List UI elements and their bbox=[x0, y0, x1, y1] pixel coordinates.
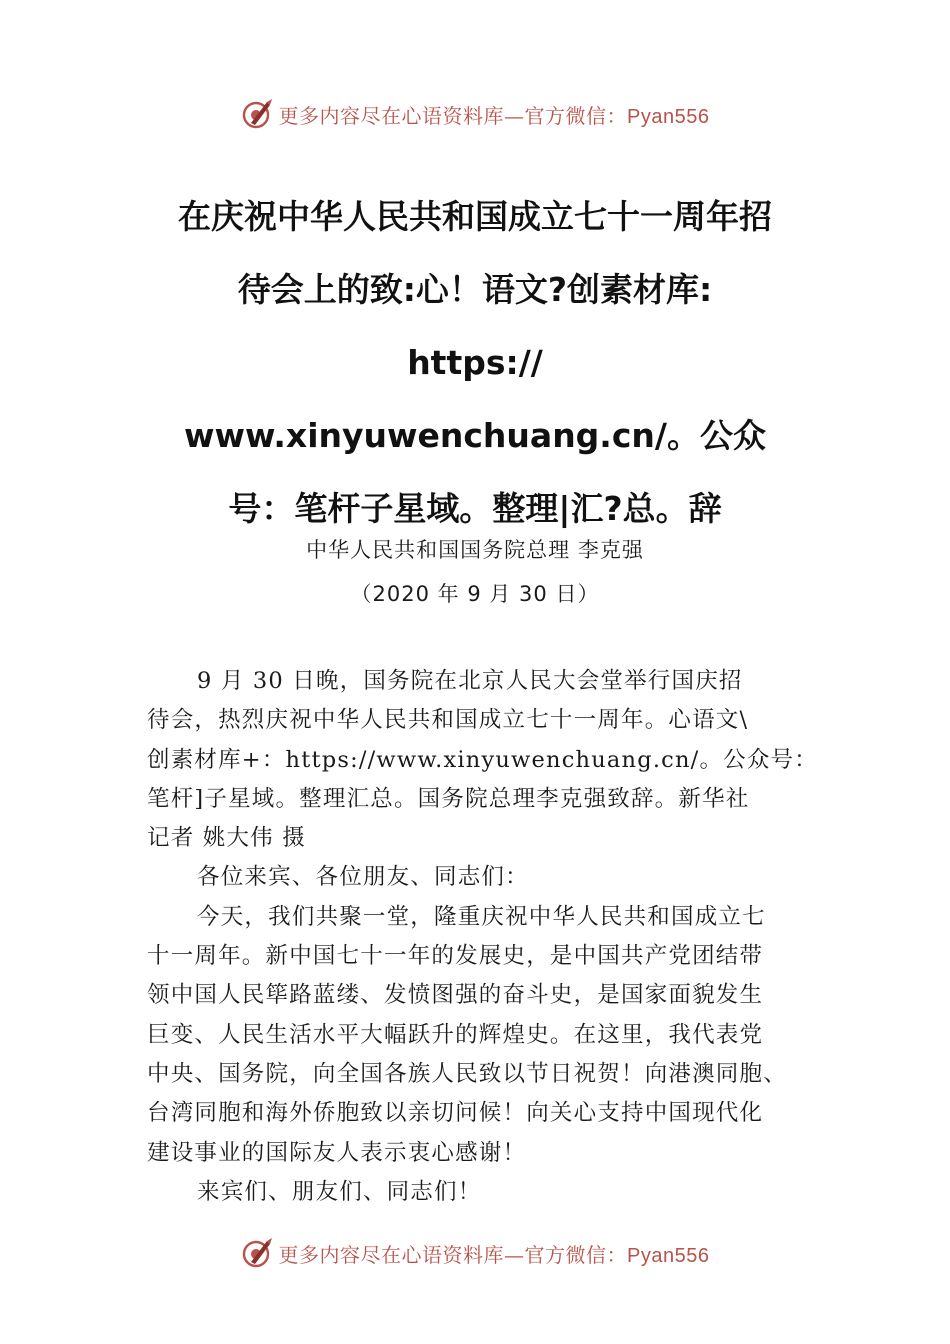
banner-text: 更多内容尽在心语资料库—官方微信： bbox=[278, 1242, 628, 1267]
date-line: （2020 年 9 月 30 日） bbox=[350, 582, 600, 606]
text-line: 9 月 30 日晚，国务院在北京人民大会堂举行国庆招 bbox=[197, 668, 743, 694]
author-line: 中华人民共和国国务院总理 李克强 bbox=[306, 538, 644, 562]
title-line: www.xinyuwenchuang.cn/。公众 bbox=[184, 416, 766, 455]
text-line: 十一周年。新中国七十一年的发展史，是中国共产党团结带 bbox=[147, 943, 764, 970]
text-line: 待会，热烈庆祝中华人民共和国成立七十一周年。心语文\ bbox=[147, 707, 749, 734]
quill-logo-icon bbox=[241, 1236, 275, 1270]
title-line: 号：笔杆子星域。整理|汇?总。辞 bbox=[228, 489, 722, 528]
text-line: 台湾同胞和海外侨胞致以亲切问候！向关心支持中国现代化 bbox=[147, 1100, 764, 1127]
title-line: https:// bbox=[407, 343, 543, 382]
quill-logo-icon bbox=[241, 97, 275, 131]
text-line: 笔杆]子星域。整理汇总。国务院总理李克强致辞。新华社 bbox=[147, 785, 750, 812]
banner-handle: Pyan556 bbox=[627, 105, 710, 128]
paragraph bbox=[147, 662, 818, 858]
document-title bbox=[150, 180, 800, 545]
title-line: 在庆祝中华人民共和国成立七十一周年招 bbox=[178, 197, 772, 236]
banner-text: 更多内容尽在心语资料库—官方微信： bbox=[278, 103, 628, 128]
text-line: 巨变、人民生活水平大幅跃升的辉煌史。在这里，我代表党 bbox=[147, 1021, 764, 1048]
paragraph bbox=[147, 858, 807, 897]
footer-banner bbox=[0, 1233, 950, 1273]
text-line: 今天，我们共聚一堂，隆重庆祝中华人民共和国成立七 bbox=[197, 903, 766, 930]
text-line: 中央、国务院，向全国各族人民致以节日祝贺！向港澳同胞、 bbox=[147, 1060, 787, 1087]
document-body bbox=[147, 662, 818, 1212]
text-line: 创素材库+：https://www.xinyuwenchuang.cn/。公众号： bbox=[147, 746, 818, 773]
text-line: 建设事业的国际友人表示衷心感谢！ bbox=[147, 1139, 527, 1166]
text-line: 来宾们、朋友们、同志们！ bbox=[197, 1178, 482, 1205]
banner-handle: Pyan556 bbox=[627, 1244, 710, 1267]
text-line: 记者 姚大伟 摄 bbox=[147, 825, 306, 852]
header-banner bbox=[0, 94, 950, 134]
paragraph bbox=[147, 898, 807, 1173]
text-line: 各位来宾、各位朋友、同志们： bbox=[197, 864, 529, 891]
title-line: 待会上的致:心！语文?创素材库: bbox=[237, 270, 713, 309]
paragraph bbox=[147, 1173, 807, 1212]
text-line: 领中国人民筚路蓝缕、发愤图强的奋斗史，是国家面貌发生 bbox=[147, 982, 764, 1009]
